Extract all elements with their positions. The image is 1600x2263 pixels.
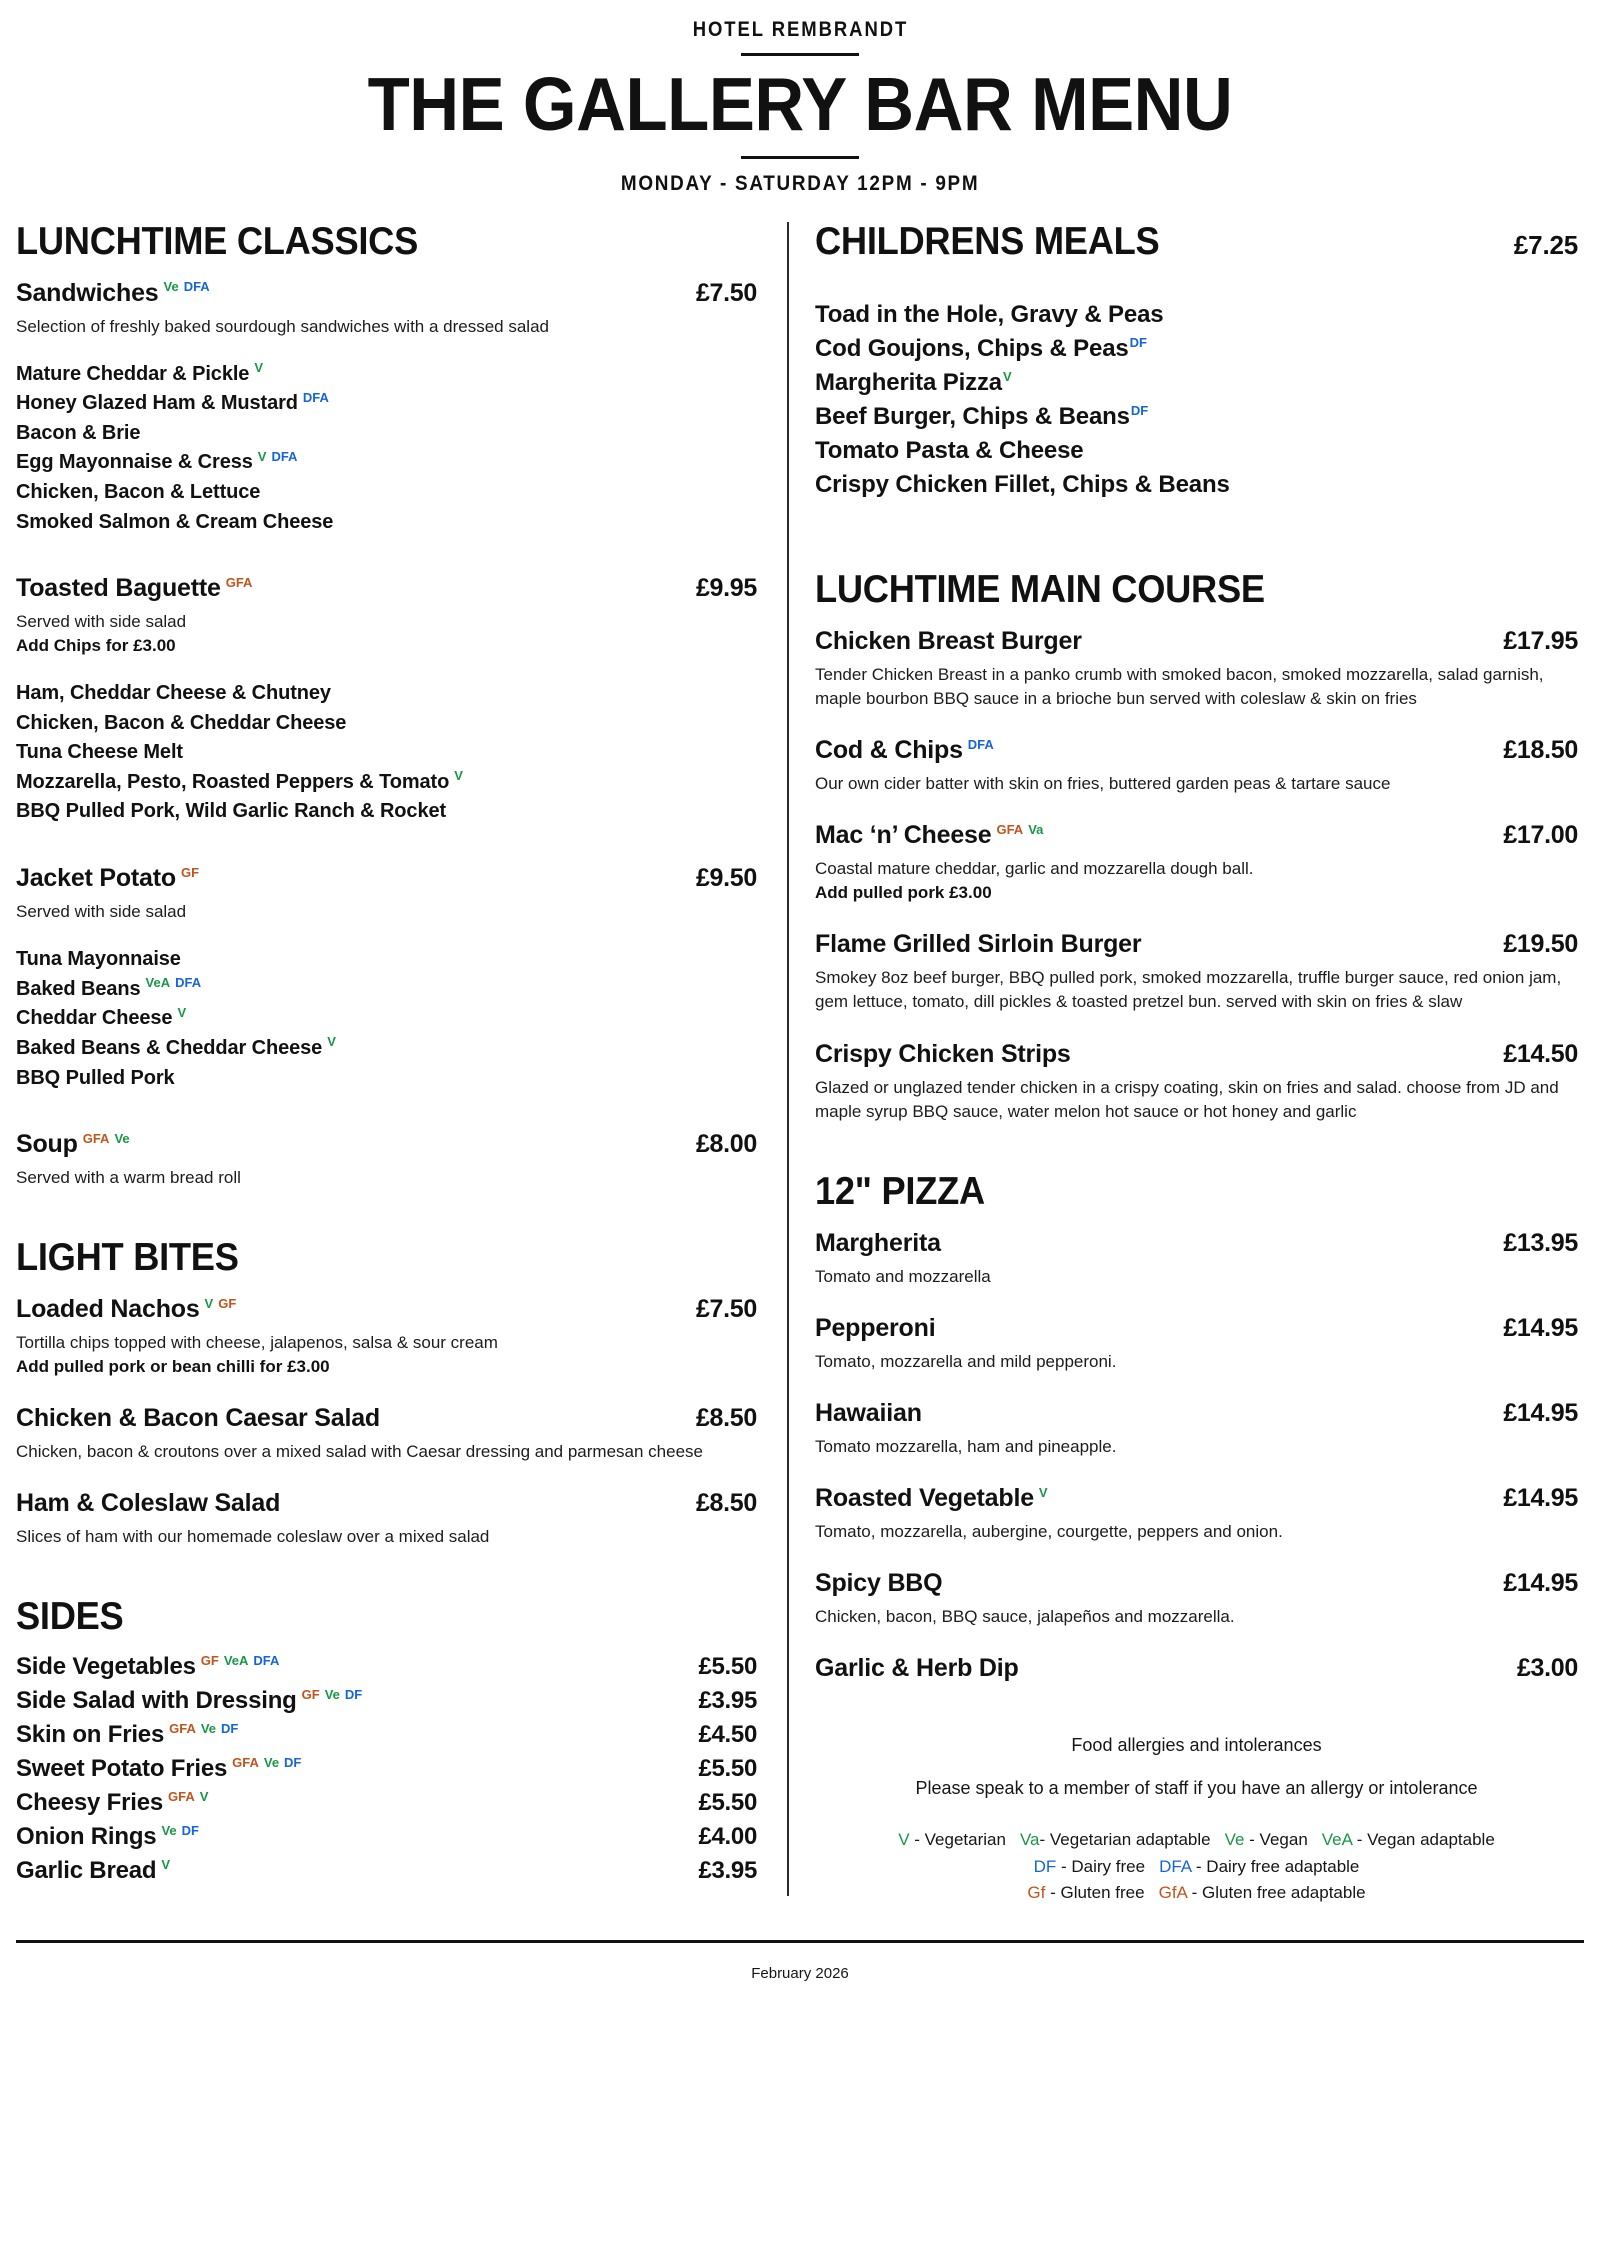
menu-item-name: Margherita — [815, 1228, 941, 1257]
legend-code-df: DF — [1033, 1856, 1057, 1876]
spacer — [16, 1464, 757, 1478]
menu-item-row — [815, 626, 1578, 656]
allergen-tag-ve: Ve — [163, 279, 179, 295]
menu-item-price: £8.50 — [695, 1489, 757, 1518]
spacer — [16, 1549, 757, 1595]
menu-item-price: £17.00 — [1503, 821, 1578, 850]
allergy-subtitle: Please speak to a member of staff if you have an allergy or intolerance — [915, 1778, 1478, 1799]
allergen-tag-df: DF — [284, 1755, 302, 1771]
side-item-row — [16, 1721, 757, 1749]
allergen-tag-gf: GF — [301, 1687, 320, 1703]
side-item-name: Skin on Fries $^{GFA}$ $^{Ve}$ $^{DF}$ — [16, 1721, 239, 1749]
allergen-tag-v: V — [204, 1295, 214, 1311]
left-column — [0, 220, 787, 1907]
spacer — [815, 1629, 1578, 1643]
allergy-notice — [815, 1735, 1578, 1906]
spacer — [815, 905, 1578, 919]
menu-item-description: Served with side salad — [16, 612, 187, 632]
menu-sub-item: BBQ Pulled Pork — [16, 1066, 175, 1089]
side-item-row — [16, 1755, 757, 1783]
legend-line-1 — [815, 1827, 1578, 1853]
side-item-price: £3.95 — [698, 1687, 757, 1715]
menu-item-row — [16, 573, 757, 603]
menu-item-row — [815, 1653, 1578, 1683]
childrens-meal-item: Beef Burger, Chips & Beans$^{DF}$ — [815, 402, 1149, 430]
allergen-tag-v: V — [327, 1034, 336, 1050]
side-item-name: Cheesy Fries $^{GFA}$ $^V$ — [16, 1789, 209, 1817]
menu-item-name: Sandwiches $^{Ve}$ $^{DFA}$ — [16, 278, 210, 307]
side-item-price: £3.95 — [698, 1857, 757, 1885]
allergen-tag-ve: Ve — [200, 1721, 217, 1737]
menu-item-price: £14.95 — [1503, 1484, 1578, 1513]
legend-entry-vea: VeA - Vegan adaptable — [1321, 1830, 1495, 1850]
legend-code-vea: VeA — [1321, 1830, 1353, 1850]
menu-item-price: £8.50 — [695, 1404, 757, 1433]
side-item-name: Side Vegetables $^{GF}$ $^{VeA}$ $^{DFA}$ — [16, 1653, 280, 1681]
legend-code-dfa: DFA — [1159, 1856, 1192, 1876]
spacer — [16, 1093, 757, 1119]
allergen-tag-gf: GF — [218, 1295, 237, 1311]
childrens-meal-item: Toad in the Hole, Gravy & Peas — [815, 300, 1164, 328]
menu-item-price: £7.50 — [695, 278, 757, 307]
menu-sub-item: Egg Mayonnaise & Cress $^V$ $^{DFA}$ — [16, 448, 298, 474]
childrens-meals-price: £7.25 — [1513, 229, 1578, 260]
menu-item-description: Coastal mature cheddar, garlic and mozzarella dough ball. — [815, 859, 1254, 879]
spacer — [815, 1015, 1578, 1029]
legend-code-ve: Ve — [1224, 1830, 1245, 1850]
footer — [0, 1940, 1600, 2002]
menu-item-price: £9.95 — [695, 574, 757, 603]
childrens-meals-label: CHILDRENS MEALS — [815, 219, 1160, 263]
section-heading-main-course: LUCHTIME MAIN COURSE — [815, 567, 1265, 611]
menu-sub-item: Tuna Mayonnaise — [16, 948, 181, 971]
menu-item-name: Chicken & Bacon Caesar Salad — [16, 1404, 380, 1433]
spacer — [16, 1190, 757, 1236]
light-bites-items — [16, 1294, 757, 1549]
menu-item-description: Selection of freshly baked sourdough sandwiches with a dressed salad — [16, 316, 549, 336]
allergen-tag-vea: VeA — [223, 1653, 249, 1669]
side-item-name: Sweet Potato Fries $^{GFA}$ $^{Ve}$ $^{DF}$ — [16, 1755, 302, 1783]
menu-item-description: Tortilla chips topped with cheese, jalapenos, salsa & sour cream — [16, 1333, 498, 1353]
allergen-tag-ve: Ve — [263, 1755, 280, 1771]
legend-entry-dfa: DFA - Dairy free adaptable — [1159, 1856, 1360, 1876]
menu-item-row — [16, 1129, 757, 1159]
menu-item-name: Cod & Chips $^{DFA}$ — [815, 736, 994, 765]
legend-code-gf: Gf — [1027, 1883, 1046, 1903]
menu-item-description: Chicken, bacon & croutons over a mixed salad with Caesar dressing and parmesan cheese — [16, 1442, 703, 1462]
main-course-items — [815, 626, 1578, 1124]
allergen-tag-v: V — [454, 768, 463, 784]
menu-sub-item: Smoked Salmon & Cream Cheese — [16, 510, 334, 533]
menu-item-description: Served with a warm bread roll — [16, 1168, 241, 1188]
menu-sub-item: Baked Beans $^{VeA}$ $^{DFA}$ — [16, 975, 202, 1000]
side-item-row — [16, 1857, 757, 1885]
side-item-row — [16, 1789, 757, 1817]
menu-item-description: Tomato mozzarella, ham and pineapple. — [815, 1437, 1117, 1457]
menu-item-row — [16, 1403, 757, 1433]
menu-sub-item: Mozzarella, Pesto, Roasted Peppers & Tomato $^V$ — [16, 768, 463, 793]
menu-item-row — [16, 1488, 757, 1518]
allergen-tag-gf: GF — [180, 864, 200, 880]
menu-item-row — [815, 1039, 1578, 1069]
menu-sub-list — [16, 945, 757, 1093]
menu-item-note: Add pulled pork £3.00 — [815, 883, 992, 903]
allergen-tag-ve: Ve — [114, 1130, 130, 1146]
menu-sub-item: Bacon & Brie — [16, 421, 141, 444]
menu-item-price: £17.95 — [1503, 626, 1578, 655]
menu-item-description: Tomato and mozzarella — [815, 1266, 991, 1286]
spacer — [815, 711, 1578, 725]
opening-hours: MONDAY - SATURDAY 12PM - 9PM — [620, 171, 980, 195]
menu-item-description: Glazed or unglazed tender chicken in a crispy coating, skin on fries and salad. choose from JD and maple syrup BBQ sauce, water melon hot sauce or hot honey and garlic — [815, 1077, 1559, 1121]
allergen-tag-dfa: DFA — [271, 448, 298, 464]
side-item-price: £5.50 — [698, 1755, 757, 1783]
allergen-tag-dfa: DFA — [183, 279, 210, 295]
allergen-tag-v: V — [199, 1789, 209, 1805]
legend-entry-gfa: GfA - Gluten free adaptable — [1158, 1883, 1366, 1903]
menu-item-price: £7.50 — [695, 1295, 757, 1324]
side-item-row — [16, 1823, 757, 1851]
side-item-name: Side Salad with Dressing $^{GF}$ $^{Ve}$ $^{DF}$ — [16, 1687, 363, 1715]
allergen-tag-v: V — [1003, 368, 1012, 384]
menu-item-name: Pepperoni — [815, 1313, 936, 1342]
menu-item-row — [815, 1228, 1578, 1258]
side-item-price: £4.50 — [698, 1721, 757, 1749]
menu-item-row — [815, 1483, 1578, 1513]
side-item-name: Onion Rings $^{Ve}$ $^{DF}$ — [16, 1823, 199, 1851]
allergen-tag-v: V — [177, 1004, 187, 1020]
footer-date: February 2026 — [751, 1965, 849, 1983]
childrens-meals-items — [815, 298, 1578, 502]
allergen-tag-df: DF — [344, 1687, 363, 1703]
menu-item-row — [815, 1313, 1578, 1343]
menu-sub-item: BBQ Pulled Pork, Wild Garlic Ranch & Rocket — [16, 800, 447, 823]
spacer — [16, 537, 757, 563]
menu-item-name: Roasted Vegetable $^V$ — [815, 1484, 1048, 1513]
menu-item-price: £14.95 — [1503, 1569, 1578, 1598]
menu-item-row — [815, 735, 1578, 765]
section-heading-childrens-meals — [815, 220, 1578, 264]
side-item-price: £5.50 — [698, 1789, 757, 1817]
menu-item-price: £9.50 — [695, 864, 757, 893]
allergen-tag-gfa: GFA — [82, 1130, 110, 1146]
spacer — [16, 1379, 757, 1393]
menu-item-description: Tomato, mozzarella, aubergine, courgette, peppers and onion. — [815, 1522, 1283, 1542]
menu-item-price: £8.00 — [695, 1130, 757, 1159]
legend-code-v: V — [898, 1830, 910, 1850]
legend-entry-v: V - Vegetarian — [898, 1830, 1006, 1850]
allergen-tag-ve: Ve — [161, 1823, 177, 1839]
spacer — [815, 1289, 1578, 1303]
side-item-name: Garlic Bread $^V$ — [16, 1857, 171, 1885]
menu-item-price: £14.95 — [1503, 1313, 1578, 1342]
allergen-tag-ve: Ve — [324, 1687, 340, 1703]
menu-item-row — [16, 278, 757, 308]
menu-sub-item: Mature Cheddar & Pickle $^V$ — [16, 359, 263, 385]
menu-item-note: Add pulled pork or bean chilli for £3.00 — [16, 1357, 330, 1377]
pizza-items — [815, 1228, 1578, 1684]
side-item-row — [16, 1687, 757, 1715]
menu-item-description: Served with side salad — [16, 902, 187, 922]
menu-item-name: Chicken Breast Burger — [815, 626, 1082, 655]
spacer — [815, 1544, 1578, 1558]
menu-item-description: Smokey 8oz beef burger, BBQ pulled pork, smoked mozzarella, truffle burger sauce, red onion jam, gem lettuce, tomato, dill pickles & toasted pretzel bun. served with skin on fries & slaw — [815, 968, 1562, 1012]
allergen-tag-df: DF — [181, 1823, 199, 1839]
menu-sub-list — [16, 360, 757, 538]
menu-item-row — [815, 820, 1578, 850]
menu-item-name: Toasted Baguette $^{GFA}$ — [16, 574, 253, 603]
menu-item-row — [16, 863, 757, 893]
side-item-price: £5.50 — [698, 1653, 757, 1681]
allergen-tag-gfa: GFA — [232, 1755, 259, 1771]
menu-item-price: £14.50 — [1503, 1039, 1578, 1068]
sides-items — [16, 1653, 757, 1885]
legend-code-gfa: GfA — [1158, 1883, 1187, 1903]
menu-item-name: Soup $^{GFA}$ $^{Ve}$ — [16, 1130, 130, 1159]
allergen-tag-df: DF — [221, 1721, 239, 1737]
right-column — [789, 220, 1600, 1907]
spacer — [815, 1124, 1578, 1170]
childrens-meal-item: Tomato Pasta & Cheese — [815, 436, 1084, 464]
allergen-tag-va: Va — [1028, 822, 1044, 838]
allergen-tag-v: V — [161, 1857, 171, 1873]
menu-item-name: Flame Grilled Sirloin Burger — [815, 930, 1142, 959]
allergen-tag-v: V — [257, 448, 267, 464]
menu-sub-item: Tuna Cheese Melt — [16, 741, 183, 764]
childrens-meal-item: Crispy Chicken Fillet, Chips & Beans — [815, 470, 1230, 498]
masthead — [0, 0, 1600, 196]
menu-item-name: Hawaiian — [815, 1399, 922, 1428]
legend-code-va: Va — [1019, 1830, 1040, 1850]
spacer — [815, 1459, 1578, 1473]
legend-entry-ve: Ve - Vegan — [1224, 1830, 1308, 1850]
menu-item-price: £18.50 — [1503, 736, 1578, 765]
section-heading-light-bites: LIGHT BITES — [16, 1236, 239, 1280]
childrens-meal-item: Margherita Pizza$^V$ — [815, 368, 1012, 396]
menu-sub-list — [16, 679, 757, 827]
menu-sub-item: Honey Glazed Ham & Mustard $^{DFA}$ — [16, 389, 329, 415]
allergen-tag-gf: GF — [200, 1653, 219, 1669]
legend-entry-gf: Gf - Gluten free — [1027, 1883, 1145, 1903]
header-rule-bottom — [741, 156, 859, 159]
menu-item-name: Loaded Nachos $^V$ $^{GF}$ — [16, 1295, 237, 1324]
allergen-tag-gfa: GFA — [168, 1789, 195, 1805]
section-heading-sides: SIDES — [16, 1595, 124, 1639]
spacer — [16, 827, 757, 853]
menu-item-price: £19.50 — [1503, 930, 1578, 959]
legend-line-2 — [815, 1854, 1578, 1880]
menu-columns — [0, 220, 1600, 1907]
spacer — [815, 502, 1578, 568]
allergen-legend — [815, 1827, 1578, 1906]
menu-item-name: Crispy Chicken Strips — [815, 1039, 1071, 1068]
lunchtime-classics-items — [16, 278, 757, 1191]
menu-item-note: Add Chips for £3.00 — [16, 636, 176, 656]
childrens-meal-item: Cod Goujons, Chips & Peas$^{DF}$ — [815, 334, 1147, 362]
spacer — [815, 1374, 1578, 1388]
menu-sub-item: Ham, Cheddar Cheese & Chutney — [16, 682, 331, 705]
menu-sub-item: Chicken, Bacon & Lettuce — [16, 481, 261, 503]
menu-item-row — [815, 1398, 1578, 1428]
menu-item-price: £3.00 — [1516, 1654, 1578, 1683]
menu-sub-item: Chicken, Bacon & Cheddar Cheese — [16, 711, 347, 734]
allergen-tag-df: DF — [1130, 402, 1149, 418]
menu-item-name: Jacket Potato $^{GF}$ — [16, 864, 200, 893]
legend-entry-va: Va- Vegetarian adaptable — [1019, 1830, 1211, 1850]
allergen-tag-gfa: GFA — [225, 574, 253, 590]
allergen-tag-dfa: DFA — [253, 1653, 280, 1669]
spacer — [815, 796, 1578, 810]
allergen-tag-vea: VeA — [145, 975, 171, 991]
menu-item-description: Our own cider batter with skin on fries, buttered garden peas & tartare sauce — [815, 774, 1391, 794]
menu-item-row — [815, 929, 1578, 959]
menu-item-description: Slices of ham with our homemade coleslaw over a mixed salad — [16, 1527, 490, 1547]
menu-item-row — [16, 1294, 757, 1324]
side-item-price: £4.00 — [698, 1823, 757, 1851]
allergen-tag-df: DF — [1129, 334, 1147, 350]
allergen-tag-dfa: DFA — [302, 389, 329, 405]
hotel-name: HOTEL REMBRANDT — [692, 18, 908, 41]
allergen-tag-dfa: DFA — [967, 736, 994, 752]
menu-sub-item: Baked Beans & Cheddar Cheese $^V$ — [16, 1034, 336, 1059]
allergy-title: Food allergies and intolerances — [1071, 1735, 1322, 1756]
allergen-tag-gfa: GFA — [169, 1721, 196, 1737]
menu-item-description: Tomato, mozzarella and mild pepperoni. — [815, 1351, 1117, 1371]
menu-item-price: £14.95 — [1503, 1399, 1578, 1428]
section-heading-pizza: 12" PIZZA — [815, 1169, 985, 1213]
menu-item-description: Chicken, bacon, BBQ sauce, jalapeños and mozzarella. — [815, 1607, 1235, 1627]
allergen-tag-v: V — [254, 359, 263, 375]
menu-sub-item: Cheddar Cheese $^V$ — [16, 1004, 187, 1030]
allergen-tag-v: V — [1038, 1484, 1048, 1500]
menu-item-description: Tender Chicken Breast in a panko crumb with smoked bacon, smoked mozzarella, salad garnish, maple bourbon BBQ sauce in a brioche bun served with coleslaw & skin on fries — [815, 664, 1544, 709]
page-title: THE GALLERY BAR MENU — [367, 62, 1233, 146]
menu-item-name: Ham & Coleslaw Salad — [16, 1489, 281, 1518]
side-item-row — [16, 1653, 757, 1681]
allergen-tag-gfa: GFA — [996, 822, 1024, 838]
menu-item-row — [815, 1568, 1578, 1598]
menu-item-price: £13.95 — [1503, 1228, 1578, 1257]
menu-item-name: Mac ‘n’ Cheese $^{GFA}$ $^{Va}$ — [815, 821, 1044, 850]
legend-line-3 — [815, 1880, 1578, 1906]
legend-entry-df: DF - Dairy free — [1033, 1856, 1146, 1876]
menu-item-name: Garlic & Herb Dip — [815, 1654, 1019, 1683]
header-rule-top — [741, 53, 859, 56]
allergen-tag-dfa: DFA — [175, 975, 202, 991]
section-heading-lunchtime-classics: LUNCHTIME CLASSICS — [16, 219, 419, 263]
menu-item-name: Spicy BBQ — [815, 1569, 943, 1598]
